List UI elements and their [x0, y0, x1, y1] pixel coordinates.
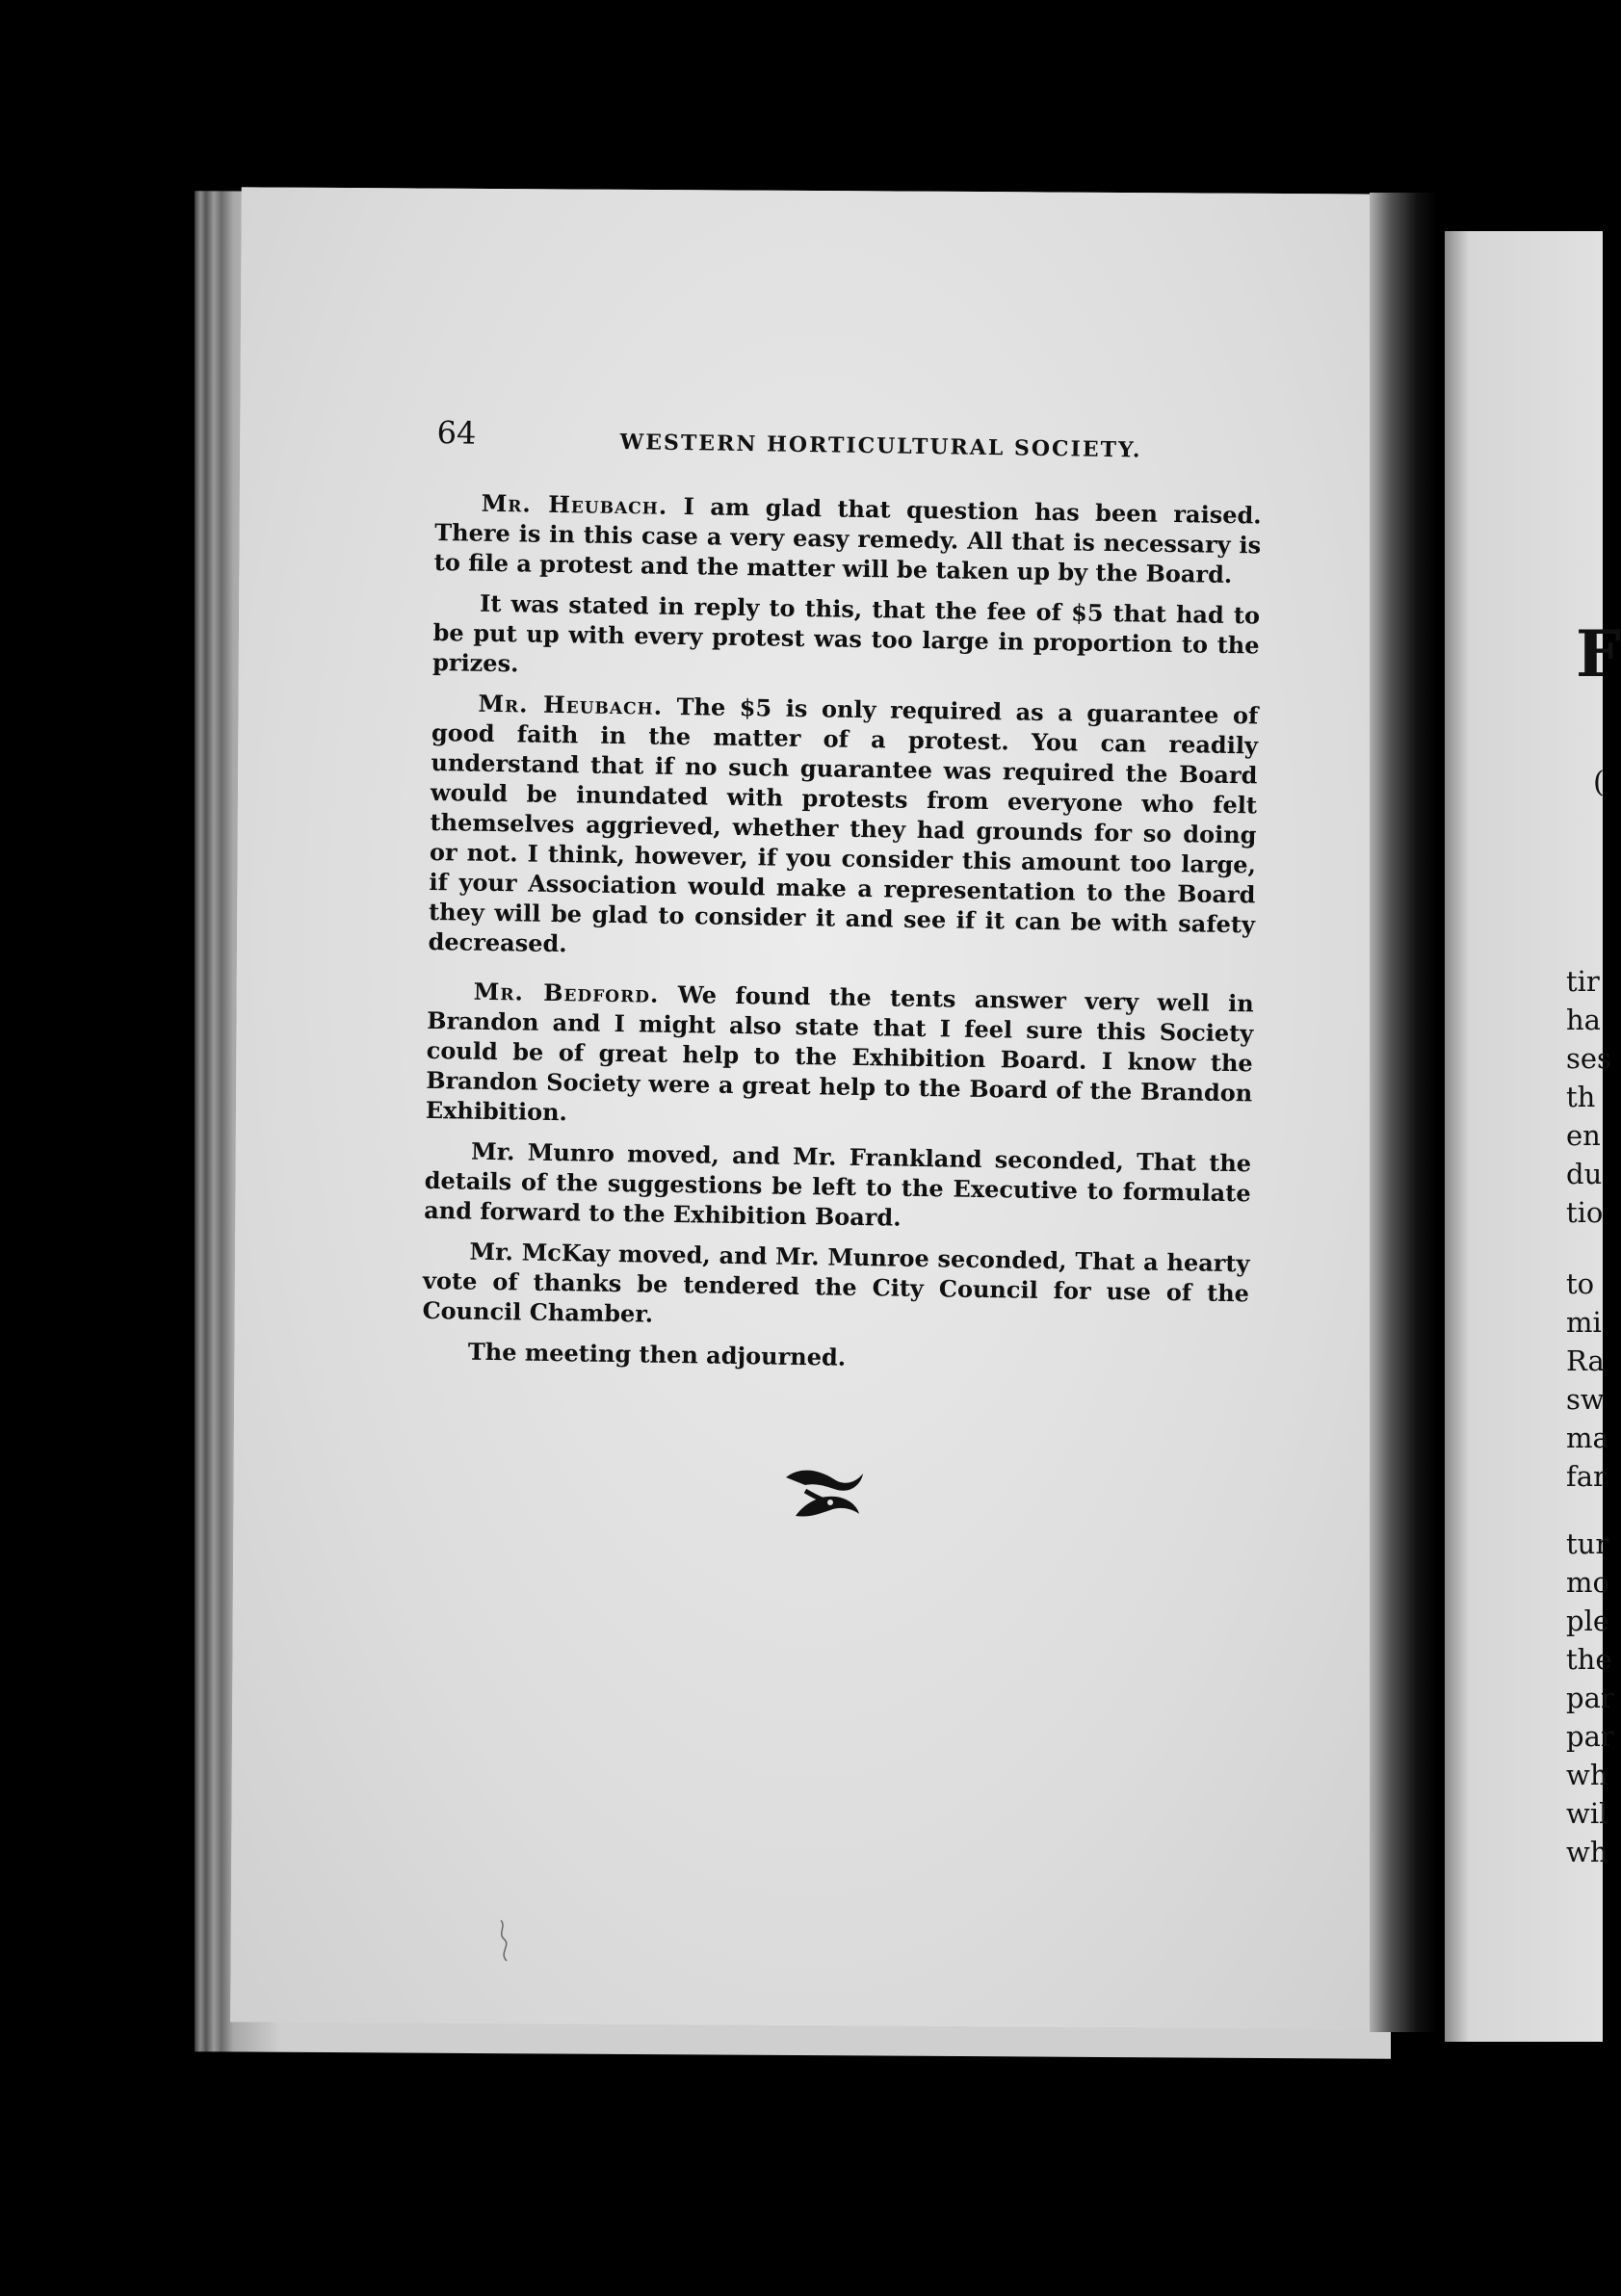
paragraph-text: The $5 is only required as a guarantee of good faith in the matter of a protest. You can readily understand that if no such guarantee was required the Board would be inundated with protests from everyone who felt themselves aggrieved, whether they had grounds for so doing or not. I think, however, if you consider this amount too large, if your Association would make a representation to the Board they will be glad to consider it and see if it can be with safety decreased.: [428, 691, 1259, 958]
facing-page-line-fragment: tur: [1566, 1527, 1609, 1560]
facing-page-heading-fragment: F: [1576, 616, 1621, 691]
facing-page-line-fragment: ple: [1566, 1605, 1610, 1637]
facing-page-line-fragment: wil: [1566, 1797, 1608, 1830]
facing-page-line-fragment: ha: [1566, 1004, 1601, 1036]
facing-page-line-fragment: the: [1566, 1643, 1612, 1676]
facing-page-line-fragment: wh: [1566, 1836, 1608, 1868]
book-gutter: [1370, 193, 1437, 2032]
paragraph: [426, 976, 1254, 1137]
facing-page-line-fragment: mi: [1566, 1306, 1602, 1339]
tailpiece-ornament-icon: [776, 1456, 873, 1524]
speaker-name: Mr. Bedford.: [473, 977, 660, 1008]
facing-page-line-fragment: sw: [1566, 1383, 1605, 1416]
facing-page-line-fragment: ma: [1566, 1422, 1609, 1454]
facing-page-line-fragment: par: [1566, 1720, 1614, 1753]
paragraph: [422, 1336, 1248, 1378]
facing-page-line-fragment: to: [1566, 1267, 1595, 1300]
paragraph-text: Mr. McKay moved, and Mr. Munroe seconded, That a hearty vote of thanks be tendered the City Council for use of the Council Chamber.: [422, 1237, 1250, 1328]
facing-page-line-fragment: en: [1566, 1119, 1601, 1152]
facing-page-line-fragment: tir: [1566, 965, 1600, 998]
paragraph-text: It was stated in reply to this, that the fee of $5 that had to be put up with every protest was too large in proportion to the prizes.: [431, 588, 1261, 678]
paragraph: [434, 487, 1262, 589]
running-head: WESTERN HORTICULTURAL SOCIETY.: [619, 429, 1142, 463]
pencil-mark-icon: [493, 1917, 522, 1965]
facing-page-line-fragment: far: [1566, 1460, 1607, 1493]
facing-page-line-fragment: mo: [1566, 1566, 1609, 1599]
page-body: [422, 487, 1262, 1389]
facing-page-line-fragment: tio: [1566, 1196, 1604, 1229]
paragraph-text: We found the tents answer very well in Brandon and I might also state that I feel sure this Society could be of great help to the Exhibition Board. I know the Brandon Society were a great help to the Board of the Brandon Exhibition.: [425, 979, 1254, 1127]
speaker-name: Mr. Heubach.: [481, 488, 668, 520]
paragraph-text: The meeting then adjourned.: [467, 1337, 847, 1371]
paragraph: [424, 1135, 1251, 1238]
paragraph: [432, 587, 1260, 690]
facing-page-line-fragment: par: [1566, 1682, 1614, 1714]
facing-page-line-fragment: Ra: [1566, 1344, 1605, 1377]
facing-page-paren-fragment: (: [1593, 766, 1605, 799]
facing-page-line-fragment: th: [1566, 1081, 1596, 1113]
paragraph-text: Mr. Munro moved, and Mr. Frankland seconded, That the details of the suggestions be left to the Executive to formulate and forward to the Exhibition Board.: [423, 1136, 1252, 1232]
paragraph: [428, 688, 1258, 969]
facing-page-line-fragment: du: [1566, 1158, 1603, 1190]
paragraph: [422, 1236, 1249, 1338]
facing-page-line-fragment: ses: [1566, 1042, 1611, 1075]
page-number: 64: [436, 414, 477, 452]
paragraph-text: I am glad that question has been raised. There is in this case a very easy remedy. All that is necessary is to file a protest and the matter will be taken up by the Board.: [433, 491, 1262, 589]
speaker-name: Mr. Heubach.: [478, 689, 664, 720]
facing-page-line-fragment: wh: [1566, 1759, 1608, 1791]
